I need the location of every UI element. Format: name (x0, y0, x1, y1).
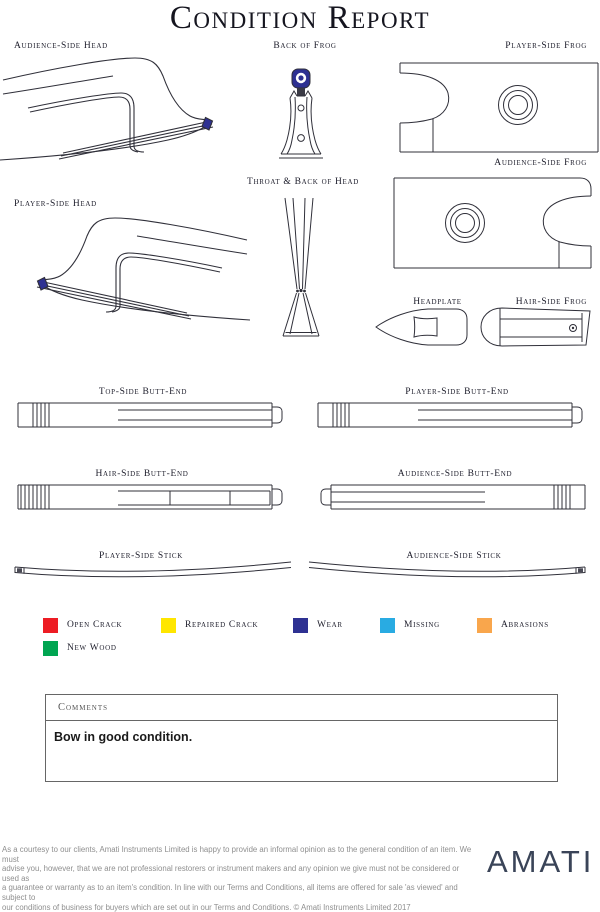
player-side-head-drawing (0, 212, 250, 334)
throat-back-of-head-drawing (252, 192, 352, 340)
audience-side-frog-drawing (394, 172, 600, 272)
label-hair-side-butt-end: Hair-Side Butt-End (95, 469, 189, 479)
label-player-side-stick: Player-Side Stick (99, 551, 183, 561)
legend-item-missing: Missing (380, 617, 440, 633)
legend-item-open-crack: Open Crack (43, 617, 122, 633)
player-side-stick-drawing (12, 556, 294, 582)
hair-side-frog-drawing (476, 304, 596, 350)
abrasions-swatch (477, 618, 492, 633)
disclaimer-text (2, 845, 477, 912)
label-audience-side-head: Audience-Side Head (14, 41, 108, 51)
label-back-of-frog: Back of Frog (273, 41, 337, 51)
disclaimer-line: our conditions of business for buyers which are set out in our Terms and Conditions. © Amati Instruments Limited 2017 (2, 902, 411, 912)
page-title: Condition Report (169, 0, 431, 36)
top-side-butt-end-drawing (15, 398, 285, 432)
legend-item-repaired-crack: Repaired Crack (161, 617, 258, 633)
back-of-frog-drawing (276, 60, 340, 164)
label-player-side-head: Player-Side Head (14, 199, 97, 209)
amati-logo: AMATI (487, 844, 595, 879)
disclaimer-line: As a courtesy to our clients, Amati Instruments Limited is happy to provide an informal opinion as to the general condition of an item. We must (2, 845, 472, 864)
frog-eye (446, 204, 485, 243)
comments-box (45, 694, 558, 782)
label-throat-back-of-head: Throat & Back of Head (247, 177, 360, 187)
label-headplate: Headplate (413, 297, 462, 307)
new-wood-swatch (43, 641, 58, 656)
label-audience-side-stick: Audience-Side Stick (406, 551, 502, 561)
legend-item-wear: Wear (293, 617, 343, 633)
label-top-side-butt-end: Top-Side Butt-End (98, 387, 188, 397)
disclaimer-line: advise you, however, that we are not professional restorers or instrument makers and any opinion we give must not be considered or used as (2, 864, 460, 883)
player-side-butt-end-drawing (315, 398, 585, 432)
audience-side-stick-drawing (306, 556, 588, 582)
comments-body: Bow in good condition. (54, 730, 193, 744)
audience-side-butt-end-drawing (318, 480, 588, 514)
player-side-frog-drawing (394, 55, 600, 155)
audience-side-head-drawing (0, 52, 250, 174)
missing-swatch (380, 618, 395, 633)
label-player-side-butt-end: Player-Side Butt-End (405, 387, 509, 397)
disclaimer-line: a guarantee or warranty as to an item's condition. In line with our Terms and Conditions, all items are offered for sale 'as viewed' and subject to (2, 883, 458, 902)
wear-swatch (293, 618, 308, 633)
headplate-drawing (374, 304, 470, 350)
hair-side-butt-end-drawing (15, 480, 285, 514)
comments-header: Comments (46, 695, 557, 721)
label-hair-side-frog: Hair-Side Frog (515, 297, 587, 307)
repaired-crack-swatch (161, 618, 176, 633)
open-crack-swatch (43, 618, 58, 633)
label-audience-side-frog: Audience-Side Frog (494, 158, 587, 168)
label-player-side-frog: Player-Side Frog (505, 41, 587, 51)
legend-item-new-wood: New Wood (43, 640, 117, 656)
frog-eye (499, 86, 538, 125)
legend-item-abrasions: Abrasions (477, 617, 549, 633)
label-audience-side-butt-end: Audience-Side Butt-End (397, 469, 513, 479)
